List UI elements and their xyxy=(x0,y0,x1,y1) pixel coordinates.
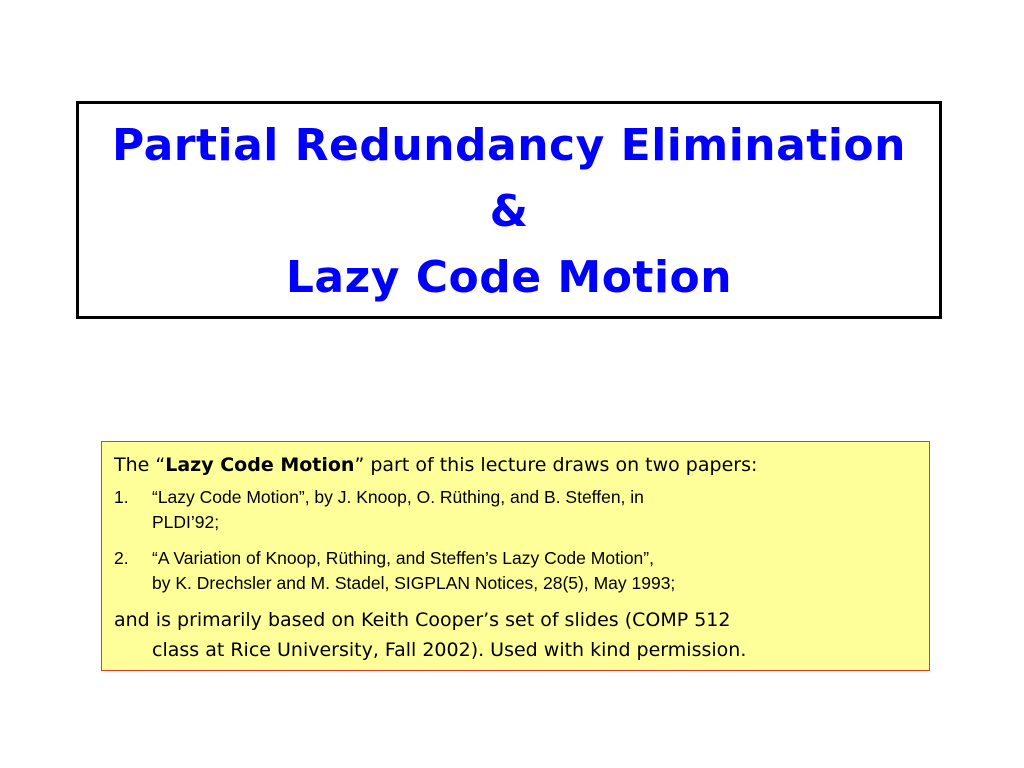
reference-line: “A Variation of Knoop, Rüthing, and Steffen’s Lazy Code Motion”, xyxy=(152,548,654,568)
outro-line-2: class at Rice University, Fall 2002). Used with kind permission. xyxy=(152,639,747,661)
reference-number: 1. xyxy=(114,487,129,507)
note-box xyxy=(101,441,930,671)
intro-text-before: The “ xyxy=(114,454,166,476)
title-line-1: Partial Redundancy Elimination xyxy=(112,120,906,171)
reference-line: by K. Drechsler and M. Stadel, SIGPLAN Notices, 28(5), May 1993; xyxy=(152,573,676,593)
reference-line: “Lazy Code Motion”, by J. Knoop, O. Rüthing, and B. Steffen, in xyxy=(152,487,644,507)
intro-bold-title: Lazy Code Motion xyxy=(165,454,355,476)
note-outro xyxy=(114,605,929,665)
outro-line-1: and is primarily based on Keith Cooper’s set of slides (COMP 512 xyxy=(114,609,731,631)
reference-number: 2. xyxy=(114,548,129,568)
intro-text-after: ” part of this lecture draws on two papers: xyxy=(354,454,758,476)
reference-item-2 xyxy=(114,546,929,596)
note-content xyxy=(114,451,929,665)
title-box xyxy=(76,101,942,319)
note-intro xyxy=(114,451,929,479)
reference-list xyxy=(114,485,929,596)
title-line-3: Lazy Code Motion xyxy=(285,252,733,303)
reference-item-1 xyxy=(114,485,929,535)
reference-line: PLDI’92; xyxy=(152,512,220,532)
title-ampersand: & xyxy=(489,186,529,237)
